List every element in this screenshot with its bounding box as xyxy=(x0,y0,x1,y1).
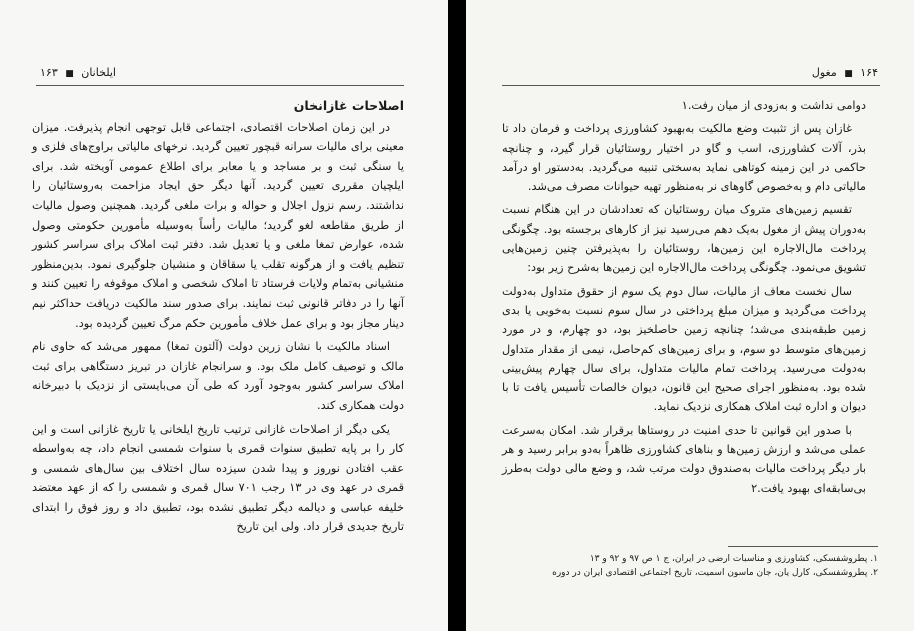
body-text-right xyxy=(502,96,866,498)
right-page xyxy=(466,0,914,631)
separator-icon: ■ xyxy=(844,69,853,79)
running-head-right xyxy=(812,66,878,79)
paragraph: سال نخست معاف از مالیات، سال دوم یک سوم از حقوق متداول به‌دولت پرداخت می‌گردید و میزان مبلغ پرداختی در سال سوم نسبت به‌خوبی یا بدی زمین طبقه‌بندی می‌شد؛ چنانچه زمین حاصلخیز بود، دو چهارم، و در مورد زمین‌های متوسط دو سوم، و برای زمین‌های کم‌حاصل، نیمی از مقدار متداول به‌دولت می‌رسید. پرداخت تمام مالیات متداول، برای سال چهارم پیش‌بینی شده بود. به‌منظور اجرای صحیح این قانون، دیوان خالصات تأسیس یافت تا با دیوان و اداره ثبت املاک همکاری نزدیک نماید. xyxy=(502,284,866,414)
page-number: ۱۶۴ xyxy=(860,66,878,79)
running-head-left xyxy=(40,66,116,79)
left-page xyxy=(0,0,448,631)
book-gutter xyxy=(448,0,466,631)
footnote: ۱. پطروشفسکی، کشاورزی و مناسبات ارضی در ایران، ج ۱ ص ۹۷ و ۹۲ و ۱۳ xyxy=(589,554,878,564)
footnotes xyxy=(502,552,878,580)
paragraph: یکی دیگر از اصلاحات غازانی ترتیب تاریخ ایلخانی یا تاریخ غازانی است و این کار را بر پایه تطبیق سنوات قمری با سنوات شمسی انجام داد، چه به‌واسطه عقب افتادن نوروز و پیدا شدن سیزده سال اختلاف بین سال‌های شمسی و قمری در عهد وی در ۱۳ رجب ۷۰۱ سال قمری و شمسی را که از عهد معتضد خلیفه عباسی و دیالمه دیگر تطبیق نشده بود، تطبیق داد و روز فوق را ابتدای تاریخ جدیدی قرار داد. ولی این تاریخ xyxy=(32,422,405,534)
page-number: ۱۶۳ xyxy=(40,66,58,79)
header-rule xyxy=(502,85,880,86)
paragraph: دوامی نداشت و به‌زودی از میان رفت.۱ xyxy=(681,99,866,112)
body-text-left xyxy=(32,96,404,537)
paragraph: غازان پس از تثبیت وضع مالکیت به‌بهبود کشاورزی پرداخت و فرمان داد تا بذر، آلات کشاورزی، اسب و گاو در اختیار روستائیان قرار گیرد، و چنانچه حاکمی در این زمینه کوتاهی نماید به‌سختی تنبیه می‌گردید. به‌دستور او درآمد مالیاتی دام و به‌خصوص گاوهای نر به‌منظور تهیه حیوانات مصرف می‌شد. xyxy=(502,122,866,194)
paragraph: در این زمان اصلاحات اقتصادی، اجتماعی قابل توجهی انجام پذیرفت. میزان معینی برای مالیات سرانه قبچور تعیین گردید. نرخهای مالیاتی براوج‌های فلزی و یا سنگی ثبت و بر مساجد و یا معابر برای اطلاع عمومی آویخته شد. برای ایلچیان مقرری تعیین گردید. آنها دیگر حق ایجاد مزاحمت به‌روستائیان را نداشتند. رسم نزول اجلال و حواله و برات ملغی گردید. همچنین وصول مالیات از طریق مقاطعه لغو گردید؛ مالیات رأساً به‌وسیله مأمورین حکومتی وصول شده، عوارض تمغا ملغی و یا تعدیل شد. دفتر ثبت املاک برای سراسر کشور تنظیم یافت و از هرگونه تقلب یا سقاقان و منشیان جلوگیری نمود. بدین‌منظور منشیانی به‌تمام ولایات فرستاد تا املاک شخصی و املاک موقوفه را تعیین کنند و آنها را در دفاتر قانونی ثبت نمایند. برای صدور سند مالکیت دریافت حداکثر نیم دینار مجاز بود و برای عمل خلاف مأمورین حکم مرگ تعیین گردیده بود. xyxy=(32,120,404,330)
separator-icon: ■ xyxy=(65,69,74,79)
paragraph: تقسیم زمین‌های متروک میان روستائیان که تعدادشان در این هنگام نسبت به‌دوران پیش از مغول به‌یک دهم می‌رسید نیز از کارهای برجسته بود. چگونگی پرداخت مال‌الاجاره این زمین‌ها، روستائیان را به‌پذیرفتن چنین زمین‌هایی تشویق می‌نمود. چگونگی پرداخت مال‌الاجاره این زمین‌ها به‌شرح زیر بود: xyxy=(502,203,866,275)
footnote-rule xyxy=(728,546,878,547)
header-rule xyxy=(36,85,404,86)
footnote: ۲. پطروشفسکی، کارل یان، جان ماسون اسمیت، تاریخ اجتماعی اقتصادی ایران در دوره xyxy=(552,568,878,578)
section-title: اصلاحات غازانخان xyxy=(293,98,404,113)
paragraph: با صدور این قوانین تا حدی امنیت در روستاها برقرار شد. امکان به‌سرعت عملی می‌شد و ارزش زمین‌ها و بناهای کشاورزی ظاهراً به‌دو برابر رسید و هر بار دیگر پرداخت مالیات به‌صندوق دولت مرتب شد، و وضع مالی دولت به‌طرز بی‌سابقه‌ای بهبود یافت.۲ xyxy=(502,423,866,495)
page-title: مغول xyxy=(811,66,837,79)
paragraph: اسناد مالکیت با نشان زرین دولت (آلتون تمغا) ممهور می‌شد که حاوی نام مالک و توصیف کامل ملک بود. و سرانجام غازان در تبریز دستگاهی برای ثبت املاک سراسر کشور به‌وجود آورد که طی آن می‌بایستی از نزدیک با دبیرخانه دولت همکاری کند. xyxy=(32,340,404,412)
page-title: ایلخانان xyxy=(81,66,116,79)
